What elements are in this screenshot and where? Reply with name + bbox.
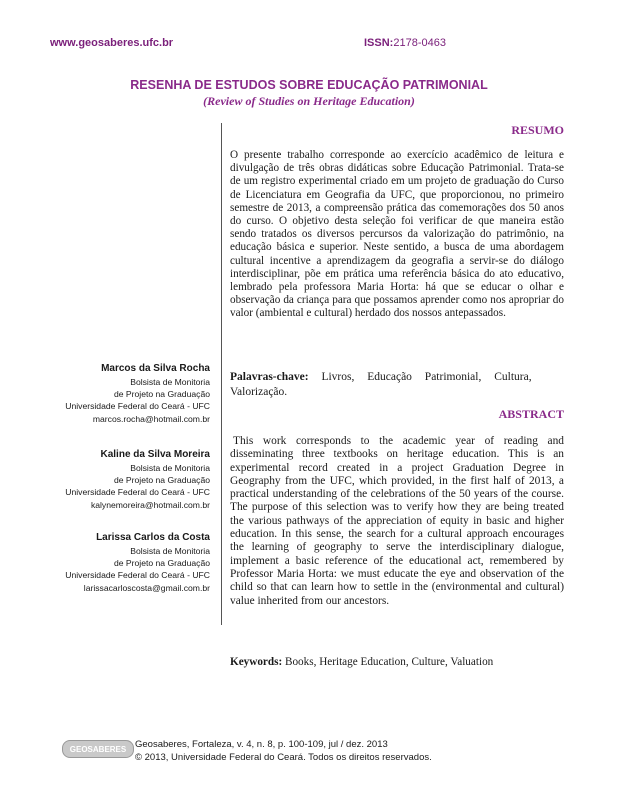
author-program: de Projeto na Graduação bbox=[113, 558, 210, 569]
abstract-keywords bbox=[230, 656, 564, 669]
author-block bbox=[65, 531, 210, 594]
author-name: Marcos da Silva Rocha bbox=[101, 363, 210, 374]
footer-citation-block bbox=[135, 738, 432, 764]
author-role: Bolsista de Monitoria bbox=[130, 377, 210, 387]
author-role: Bolsista de Monitoria bbox=[130, 546, 210, 556]
author-email[interactable]: larissacarloscosta@gmail.com.br bbox=[83, 582, 210, 593]
resumo-keywords bbox=[230, 370, 564, 400]
resumo-text: O presente trabalho corresponde ao exercício acadêmico de leitura e divulgação de três obras didáticas sobre Educação Patrimonial. Trata-se de um registro experimental criado em um projeto de graduação do Curso de Licenciatura em Geografia da UFC, que proporcionou, no primeiro semestre de 2013, a compreensão prática das comemorações dos 50 anos do curso. O objetivo desta seleção foi verificar de que maneira estão sendo tratados os diversos percursos da valorização do patrimônio, na educação básica e superior. Neste sentido, a busca de uma abordagem cultural incentive a aprendizagem da geografia a servir-se do diálogo interdisciplinar, põe em prática uma referência básica do ato educativo, lembrado pela professora Maria Horta: há que se educar o olhar e observação da criança para que possamos aprender como nos apropriar do valor (ambiental e cultural) herdado dos nossos antepassados. bbox=[230, 149, 564, 320]
keywords-en: Books, Heritage Education, Culture, Valuation bbox=[285, 656, 494, 668]
abstract-text: This work corresponds to the academic year of reading and disseminating three textbooks on heritage education. This is an experimental record created in a project Graduation Degree in Geography from the UFC, which provided, in the first half of 2013, a practical understanding of the celebrations of the 50 years of the course. The purpose of this selection was to verify how they are being treated the various pathways of the appreciation of equity in basic and higher education. In this sense, the search for a cultural approach encourages the learning of geography to serve the interdisciplinary dialogue, implement a basic reference of the educational act, remembered by Professor Maria Horta: we must educate the eye and observation of the child so that can learn how to settle in the (environmental and cultural) value inherited from our ancestors. bbox=[230, 435, 564, 607]
issn-value: 2178-0463 bbox=[393, 37, 446, 49]
footer-citation: Geosaberes, Fortaleza, v. 4, n. 8, p. 100-109, jul / dez. 2013 bbox=[135, 739, 388, 750]
issn bbox=[364, 37, 446, 49]
issn-label: ISSN: bbox=[364, 37, 394, 49]
author-institution: Universidade Federal do Ceará - UFC bbox=[65, 487, 210, 498]
column-divider bbox=[221, 123, 222, 625]
author-block bbox=[65, 448, 210, 511]
author-program: de Projeto na Graduação bbox=[113, 389, 210, 400]
author-email[interactable]: marcos.rocha@hotmail.com.br bbox=[92, 413, 210, 424]
author-block bbox=[65, 362, 210, 425]
author-role: Bolsista de Monitoria bbox=[130, 463, 210, 473]
keywords-label-en: Keywords: bbox=[230, 656, 283, 668]
keywords-label-pt: Palavras-chave: bbox=[230, 371, 309, 383]
author-name: Larissa Carlos da Costa bbox=[96, 532, 210, 543]
footer-copyright: © 2013, Universidade Federal do Ceará. Todos os direitos reservados. bbox=[135, 752, 432, 763]
resumo-heading: RESUMO bbox=[511, 123, 564, 137]
author-institution: Universidade Federal do Ceará - UFC bbox=[65, 401, 210, 412]
journal-logo: GEOSABERES bbox=[62, 740, 134, 758]
author-institution: Universidade Federal do Ceará - UFC bbox=[65, 570, 210, 581]
keywords-pt: Livros, Educação Patrimonial, Cultura, Valorização. bbox=[230, 371, 532, 398]
journal-url[interactable]: www.geosaberes.ufc.br bbox=[50, 37, 174, 49]
author-email[interactable]: kalynemoreira@hotmail.com.br bbox=[90, 499, 210, 510]
author-name: Kaline da Silva Moreira bbox=[100, 449, 210, 460]
article-title: RESENHA DE ESTUDOS SOBRE EDUCAÇÃO PATRIMONIAL bbox=[130, 78, 488, 92]
article-subtitle: (Review of Studies on Heritage Education) bbox=[203, 94, 415, 108]
abstract-heading: ABSTRACT bbox=[498, 407, 564, 421]
author-program: de Projeto na Graduação bbox=[113, 475, 210, 486]
